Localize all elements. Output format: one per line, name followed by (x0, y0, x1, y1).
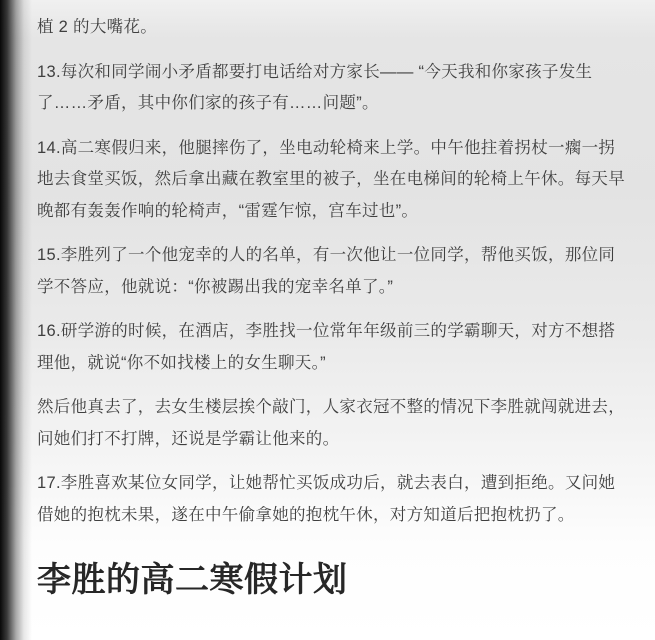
paragraph-item-13: 13.每次和同学闹小矛盾都要打电话给对方家长—— “今天我和你家孩子发生了……矛盾，其中你们家的孩子有……问题”。 (37, 62, 593, 112)
section-heading: 李胜的高二寒假计划 (37, 561, 348, 599)
paragraph-item-16: 16.研学游的时候，在酒店，李胜找一位常年年级前三的学霸聊天，对方不想搭理他，就说“你不如找楼上的女生聊天。” (37, 322, 616, 372)
paragraph-item-15: 15.李胜列了一个他宠幸的人的名单，有一次他让一位同学，帮他买饭，那位同学不答应，他就说：“你被踢出我的宠幸名单了。” (37, 246, 616, 296)
paragraph-item-14: 14.高二寒假归来，他腿摔伤了，坐电动轮椅来上学。中午他拄着拐杖一瘸一拐地去食堂买饭，然后拿出藏在教室里的被子，坐在电梯间的轮椅上午休。每天早晚都有轰轰作响的轮椅声，“雷霆乍惊，宫车过也”。 (37, 138, 625, 220)
paragraph-continuation: 植 2 的大嘴花。 (37, 18, 158, 36)
paragraph-item-17: 17.李胜喜欢某位女同学，让她帮忙买饭成功后，就去表白，遭到拒绝。又问她借她的抱枕未果，遂在中午偷拿她的抱枕午休，对方知道后把抱枕扔了。 (37, 474, 616, 524)
paragraph-item-16-continued: 然后他真去了，去女生楼层挨个敲门，人家衣冠不整的情况下李胜就闯就进去，问她们打不打牌，还说是学霸让他来的。 (37, 398, 625, 448)
